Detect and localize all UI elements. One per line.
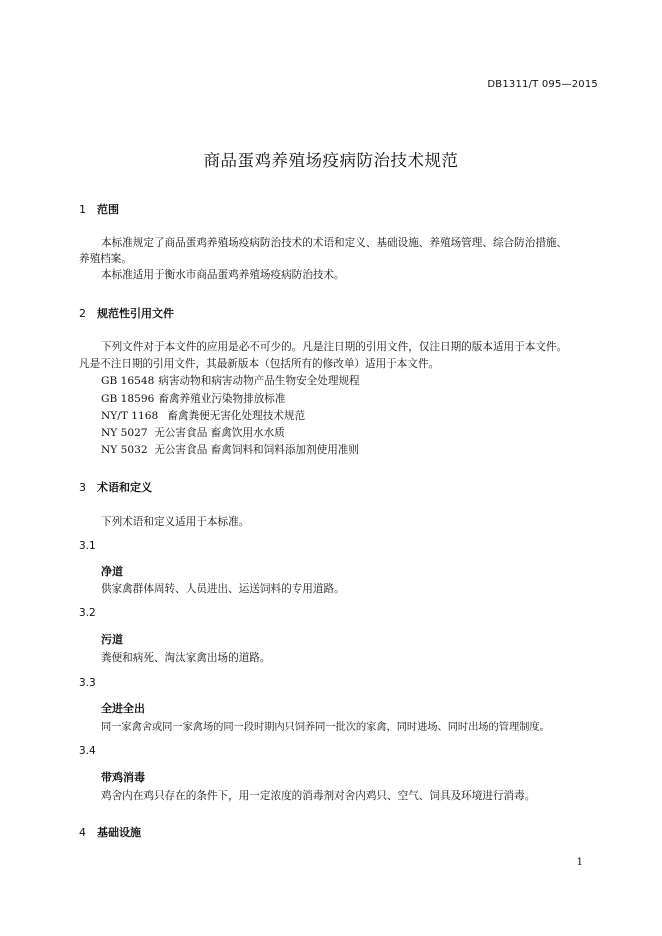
reference-item	[101, 408, 305, 423]
paragraph-line: 下列文件对于本文件的应用是必不可少的。凡是注日期的引用文件，仅注日期的版本适用于本文件。	[101, 341, 568, 353]
section-2-heading	[79, 305, 174, 321]
term-name: 全进全出	[101, 702, 145, 715]
section-4-heading	[79, 824, 141, 840]
term-definition: 鸡舍内在鸡只存在的条件下，用一定浓度的消毒剂对舍内鸡只、空气、饲具及环境进行消毒。	[101, 790, 536, 802]
section-number: 1	[79, 203, 86, 216]
reference-code: NY 5027	[101, 427, 148, 439]
term-name: 污道	[101, 633, 123, 646]
reference-code: NY 5032	[101, 444, 148, 456]
paragraph-line: 凡是不注日期的引用文件，其最新版本（包括所有的修改单）适用于本文件。	[79, 358, 440, 370]
reference-code: GB 16548	[101, 375, 155, 387]
section-title: 术语和定义	[97, 481, 152, 494]
reference-title: 病害动物和病害动物产品生物安全处理规程	[158, 375, 360, 387]
section-number: 2	[79, 307, 86, 320]
reference-item	[101, 442, 359, 457]
reference-item	[101, 373, 360, 388]
reference-title: 无公害食品 畜禽饮用水水质	[154, 427, 285, 439]
section-title: 范围	[97, 203, 119, 216]
term-number: 3.3	[79, 677, 96, 689]
section-1-heading	[79, 201, 119, 217]
paragraph-line: 本标准规定了商品蛋鸡养殖场疫病防治技术的术语和定义、基础设施、养殖场管理、综合防治措施、	[101, 237, 568, 249]
reference-item	[101, 391, 286, 406]
term-name: 带鸡消毒	[101, 771, 145, 784]
term-name: 净道	[101, 565, 123, 578]
paragraph: 下列术语和定义适用于本标准。	[101, 516, 250, 528]
reference-title: 畜禽养殖业污染物排放标准	[158, 393, 286, 405]
term-definition: 粪便和病死、淘汰家禽出场的道路。	[101, 652, 271, 664]
term-number: 3.4	[79, 745, 96, 757]
paragraph: 本标准适用于衡水市商品蛋鸡养殖场疫病防治技术。	[101, 269, 345, 281]
section-title: 基础设施	[97, 826, 141, 839]
paragraph-line: 养殖档案。	[79, 253, 132, 265]
page-number: 1	[576, 857, 583, 868]
term-definition: 供家禽群体周转、人员进出、运送饲料的专用道路。	[101, 583, 345, 595]
reference-title: 无公害食品 畜禽饲料和饲料添加剂使用准则	[154, 444, 359, 456]
term-definition: 同一家禽舍或同一家禽场的同一段时期内只饲养同一批次的家禽，同时进场、同时出场的管理制度。	[101, 721, 550, 733]
section-number: 3	[79, 481, 86, 494]
reference-code: NY/T 1168	[101, 410, 159, 422]
standard-code: DB1311/T 095—2015	[487, 79, 598, 90]
document-title: 商品蛋鸡养殖场疫病防治技术规范	[203, 151, 459, 170]
section-3-heading	[79, 479, 152, 495]
section-title: 规范性引用文件	[97, 307, 174, 320]
term-number: 3.1	[79, 540, 96, 552]
reference-title: 畜禽粪便无害化处理技术规范	[167, 410, 306, 422]
reference-item	[101, 425, 285, 440]
term-number: 3.2	[79, 607, 96, 619]
reference-code: GB 18596	[101, 393, 155, 405]
section-number: 4	[79, 826, 86, 839]
